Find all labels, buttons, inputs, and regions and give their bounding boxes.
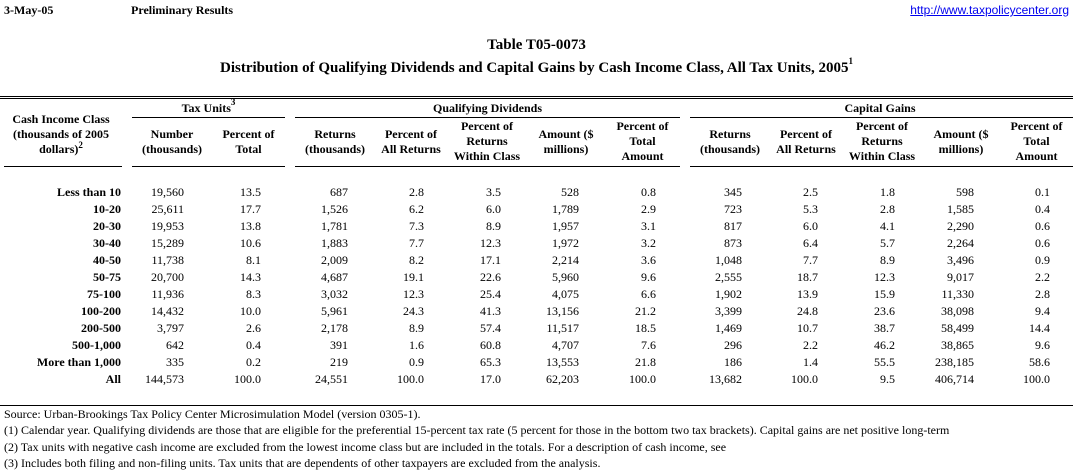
cg-pct-total-line3: Amount (1015, 149, 1058, 163)
tu-pct-line2: Total (235, 142, 262, 156)
qd-pct-within-cell: 41.3 (480, 304, 501, 318)
tu-pct-line1: Percent of (222, 127, 275, 141)
cg-returns-cell: 345 (724, 185, 742, 199)
cg-pct-within-cell: 12.3 (874, 270, 895, 284)
cg-amount-cell: 9,017 (947, 270, 974, 284)
qd-pct-all-cell: 1.6 (409, 338, 424, 352)
tu-percent-cell: 8.1 (246, 253, 261, 267)
qd-returns-cell: 687 (330, 185, 348, 199)
footnote-3: (3) Includes both filing and non-filing units. Tax units that are dependents of other taxpayers are excluded from the analysis. (4, 456, 601, 470)
cg-amount-cell: 238,185 (935, 355, 974, 369)
qd-pct-all-cell: 2.8 (409, 185, 424, 199)
cg-pct-all-cell: 10.7 (797, 321, 818, 335)
qd-pct-total-line2: Total (629, 134, 656, 148)
qd-returns-header (295, 127, 375, 157)
source-note: Source: Urban-Brookings Tax Policy Center Microsimulation Model (version 0305-1). (4, 407, 421, 421)
cg-amount-cell: 1,585 (947, 202, 974, 216)
cg-amount-line2: millions) (938, 142, 984, 156)
qd-pct-total-cell: 2.9 (641, 202, 656, 216)
table-number: Table T05-0073 (487, 37, 586, 53)
qd-pct-all-header (375, 127, 447, 157)
tu-number-cell: 335 (166, 355, 184, 369)
income-class-cell: 30-40 (93, 236, 121, 250)
cg-pct-total-cell: 9.4 (1035, 304, 1050, 318)
table-title-text: Distribution of Qualifying Dividends and Capital Gains by Cash Income Class, All Tax Units, 2005 (220, 60, 849, 76)
qd-pct-total-line3: Amount (621, 149, 664, 163)
cg-pct-within-cell: 2.8 (880, 202, 895, 216)
qd-pct-within-cell: 65.3 (480, 355, 501, 369)
cg-amount-cell: 38,865 (941, 338, 974, 352)
cg-pct-total-cell: 0.1 (1035, 185, 1050, 199)
footnote-2: (2) Tax units with negative cash income are excluded from the lowest income class but are included in the totals. For a description of cash income, see (4, 440, 727, 454)
top-rule (0, 96, 1073, 97)
qd-amount-cell: 1,957 (552, 219, 579, 233)
qd-amount-line2: millions) (543, 142, 589, 156)
tu-percent-cell: 100.0 (234, 372, 261, 386)
qd-pct-total-cell: 21.2 (635, 304, 656, 318)
tu-number-cell: 14,432 (151, 304, 184, 318)
cg-amount-cell: 2,290 (947, 219, 974, 233)
qd-pct-within-header (447, 119, 527, 164)
cg-returns-line2: (thousands) (699, 142, 761, 156)
qd-pct-within-cell: 17.1 (480, 253, 501, 267)
tu-number-cell: 19,560 (151, 185, 184, 199)
cg-pct-all-cell: 1.4 (803, 355, 818, 369)
cg-pct-within-cell: 38.7 (874, 321, 895, 335)
qd-pct-total-cell: 100.0 (629, 372, 656, 386)
cg-pct-all-cell: 2.5 (803, 185, 818, 199)
cg-returns-cell: 1,469 (715, 321, 742, 335)
qd-pct-within-line1: Percent of (460, 119, 514, 133)
cg-pct-total-cell: 2.8 (1035, 287, 1050, 301)
cg-pct-total-cell: 14.4 (1029, 321, 1050, 335)
table-row (0, 202, 1073, 219)
qd-amount-cell: 13,553 (546, 355, 579, 369)
tax-units-group (132, 97, 285, 116)
cg-pct-total-cell: 9.6 (1035, 338, 1050, 352)
qd-pct-within-cell: 3.5 (486, 185, 501, 199)
tax-units-underline (132, 117, 285, 118)
qd-amount-cell: 62,203 (546, 372, 579, 386)
qd-pct-all-cell: 6.2 (409, 202, 424, 216)
cg-pct-all-cell: 18.7 (797, 270, 818, 284)
cg-amount-cell: 3,496 (947, 253, 974, 267)
tu-percent-cell: 17.7 (240, 202, 261, 216)
tu-percent-cell: 10.6 (240, 236, 261, 250)
qd-returns-line1: Returns (314, 127, 356, 141)
table-row (0, 372, 1073, 389)
cg-pct-within-cell: 46.2 (874, 338, 895, 352)
table-row (0, 338, 1073, 355)
qd-pct-all-cell: 0.9 (409, 355, 424, 369)
tu-percent-cell: 10.0 (240, 304, 261, 318)
tu-number-cell: 3,797 (157, 321, 184, 335)
qd-pct-within-cell: 22.6 (480, 270, 501, 284)
table-row (0, 355, 1073, 372)
cg-pct-within-cell: 55.5 (874, 355, 895, 369)
tu-percent-cell: 2.6 (246, 321, 261, 335)
income-class-cell: All (105, 372, 121, 386)
table-row (0, 219, 1073, 236)
qd-pct-total-cell: 7.6 (641, 338, 656, 352)
cg-pct-total-cell: 58.6 (1029, 355, 1050, 369)
tu-number-line1: Number (150, 127, 194, 141)
tu-header-underline (132, 166, 285, 167)
tu-number-cell: 20,700 (151, 270, 184, 284)
cg-returns-cell: 817 (724, 219, 742, 233)
qd-pct-within-cell: 6.0 (486, 202, 501, 216)
cg-pct-all-cell: 6.4 (803, 236, 818, 250)
qd-pct-total-cell: 0.8 (641, 185, 656, 199)
cg-amount-cell: 406,714 (935, 372, 974, 386)
qd-returns-cell: 219 (330, 355, 348, 369)
table-row (0, 253, 1073, 270)
qd-pct-all-cell: 7.3 (409, 219, 424, 233)
cg-underline (690, 117, 1073, 118)
qd-returns-line2: (thousands) (304, 142, 366, 156)
tu-number-header (132, 127, 212, 157)
qd-pct-total-cell: 3.2 (641, 236, 656, 250)
cg-amount-header (922, 127, 1000, 157)
qd-amount-line1: Amount ($ (538, 127, 594, 141)
table-row (0, 304, 1073, 321)
cg-returns-cell: 186 (724, 355, 742, 369)
cg-pct-within-cell: 5.7 (880, 236, 895, 250)
top-rule-2 (0, 98, 1073, 99)
cg-pct-within-header (842, 119, 922, 164)
qd-returns-cell: 1,883 (321, 236, 348, 250)
qd-pct-all-cell: 100.0 (397, 372, 424, 386)
qd-pct-total-line1: Percent of (616, 119, 669, 133)
income-class-cell: 10-20 (93, 202, 121, 216)
cg-pct-within-cell: 8.9 (880, 253, 895, 267)
qd-pct-all-cell: 12.3 (403, 287, 424, 301)
tu-number-cell: 11,936 (151, 287, 184, 301)
cg-returns-cell: 13,682 (709, 372, 742, 386)
cg-pct-all-cell: 2.2 (803, 338, 818, 352)
income-class-cell: 40-50 (93, 253, 121, 267)
bottom-rule (0, 405, 1073, 406)
cg-returns-cell: 2,555 (715, 270, 742, 284)
class-footnote-ref: 2 (78, 140, 83, 150)
cg-pct-total-line1: Percent of (1010, 119, 1063, 133)
cg-returns-header (690, 127, 770, 157)
cg-pct-total-cell: 0.4 (1035, 202, 1050, 216)
tu-number-line2: (thousands) (141, 142, 203, 156)
qd-returns-cell: 3,032 (321, 287, 348, 301)
qd-pct-total-cell: 6.6 (641, 287, 656, 301)
tu-pct-header (212, 127, 285, 157)
qd-amount-cell: 5,960 (552, 270, 579, 284)
table-row (0, 321, 1073, 338)
cg-pct-all-cell: 24.8 (797, 304, 818, 318)
qd-pct-total-cell: 9.6 (641, 270, 656, 284)
qd-returns-cell: 1,526 (321, 202, 348, 216)
qd-pct-total-cell: 3.6 (641, 253, 656, 267)
class-header-line1: Cash Income Class (12, 112, 110, 126)
tu-number-cell: 11,738 (151, 253, 184, 267)
cg-amount-cell: 11,330 (941, 287, 974, 301)
cg-pct-within-cell: 1.8 (880, 185, 895, 199)
qd-pct-within-line3: Within Class (453, 149, 521, 163)
qualifying-dividends-group: Qualifying Dividends (432, 101, 543, 115)
class-header-underline (4, 166, 122, 167)
cg-amount-cell: 598 (956, 185, 974, 199)
income-class-cell: 50-75 (93, 270, 121, 284)
cg-pct-all-cell: 100.0 (791, 372, 818, 386)
qd-returns-cell: 391 (330, 338, 348, 352)
qd-amount-cell: 1,789 (552, 202, 579, 216)
qd-pct-within-cell: 17.0 (480, 372, 501, 386)
cg-pct-all-cell: 7.7 (803, 253, 818, 267)
qd-pct-within-cell: 57.4 (480, 321, 501, 335)
cg-pct-within-cell: 15.9 (874, 287, 895, 301)
tu-number-cell: 642 (166, 338, 184, 352)
cg-pct-within-line1: Percent of (855, 119, 909, 133)
cg-amount-cell: 58,499 (941, 321, 974, 335)
qd-amount-cell: 1,972 (552, 236, 579, 250)
qd-pct-all-cell: 8.9 (409, 321, 424, 335)
qd-amount-cell: 2,214 (552, 253, 579, 267)
qd-returns-cell: 1,781 (321, 219, 348, 233)
cg-amount-line1: Amount ($ (933, 127, 989, 141)
qd-pct-within-line2: Returns (466, 134, 508, 148)
qd-amount-cell: 13,156 (546, 304, 579, 318)
tu-number-cell: 25,611 (151, 202, 184, 216)
cg-amount-cell: 38,098 (941, 304, 974, 318)
tu-percent-cell: 0.2 (246, 355, 261, 369)
income-class-cell: 100-200 (81, 304, 121, 318)
cg-returns-line1: Returns (709, 127, 751, 141)
cg-returns-cell: 1,902 (715, 287, 742, 301)
table-row (0, 270, 1073, 287)
cg-pct-total-cell: 0.9 (1035, 253, 1050, 267)
income-class-cell: More than 1,000 (36, 355, 121, 369)
cg-returns-cell: 296 (724, 338, 742, 352)
table-row (0, 236, 1073, 253)
tu-percent-cell: 14.3 (240, 270, 261, 284)
qd-pct-within-cell: 8.9 (486, 219, 501, 233)
report-date: 3-May-05 (4, 3, 54, 17)
cg-pct-total-cell: 2.2 (1035, 270, 1050, 284)
qd-amount-header (527, 127, 605, 157)
title-footnote-ref: 1 (848, 56, 853, 66)
qd-pct-within-cell: 25.4 (480, 287, 501, 301)
qd-returns-cell: 2,009 (321, 253, 348, 267)
cg-pct-within-cell: 23.6 (874, 304, 895, 318)
qd-returns-cell: 24,551 (315, 372, 348, 386)
tu-percent-cell: 13.5 (240, 185, 261, 199)
qd-pct-all-line1: Percent of (384, 127, 438, 141)
cg-pct-within-cell: 4.1 (880, 219, 895, 233)
qd-pct-within-cell: 12.3 (480, 236, 501, 250)
qd-pct-total-cell: 18.5 (635, 321, 656, 335)
qd-pct-all-cell: 7.7 (409, 236, 424, 250)
class-header-line2: (thousands of 2005 (12, 127, 110, 141)
qd-amount-cell: 11,517 (546, 321, 579, 335)
qd-pct-all-cell: 19.1 (403, 270, 424, 284)
footnote-1: (1) Calendar year. Qualifying dividends are those that are eligible for the preferential 15-percent tax rate (5 percent for those in the bottom two tax brackets). Capital gains are net positive long-term (4, 423, 950, 437)
cg-returns-cell: 1,048 (715, 253, 742, 267)
qd-underline (295, 117, 680, 118)
income-class-cell: 20-30 (93, 219, 121, 233)
table-row (0, 185, 1073, 202)
qd-amount-cell: 4,707 (552, 338, 579, 352)
cg-pct-all-header (770, 127, 842, 157)
qd-pct-total-header (605, 119, 680, 164)
cg-pct-all-line2: All Returns (776, 142, 836, 156)
qd-pct-total-cell: 21.8 (635, 355, 656, 369)
table-title (0, 56, 1073, 77)
qd-pct-within-cell: 60.8 (480, 338, 501, 352)
cg-pct-all-line1: Percent of (779, 127, 833, 141)
cg-pct-total-cell: 100.0 (1023, 372, 1050, 386)
cg-pct-total-header (1000, 119, 1073, 164)
cg-pct-total-cell: 0.6 (1035, 219, 1050, 233)
capital-gains-group: Capital Gains (844, 101, 916, 115)
cg-pct-total-line2: Total (1023, 134, 1050, 148)
class-header-line3: dollars) (39, 142, 79, 156)
qd-pct-total-cell: 3.1 (641, 219, 656, 233)
cg-pct-within-line2: Returns (861, 134, 903, 148)
cg-pct-within-cell: 9.5 (880, 372, 895, 386)
qd-pct-all-line2: All Returns (381, 142, 441, 156)
tu-number-cell: 15,289 (151, 236, 184, 250)
qd-amount-cell: 528 (561, 185, 579, 199)
tu-number-cell: 144,573 (145, 372, 184, 386)
cg-returns-cell: 873 (724, 236, 742, 250)
qd-returns-cell: 4,687 (321, 270, 348, 284)
tu-percent-cell: 0.4 (246, 338, 261, 352)
table-row (0, 287, 1073, 304)
qd-returns-cell: 2,178 (321, 321, 348, 335)
tu-percent-cell: 8.3 (246, 287, 261, 301)
cg-pct-total-cell: 0.6 (1035, 236, 1050, 250)
qd-pct-all-cell: 24.3 (403, 304, 424, 318)
income-class-cell: Less than 10 (56, 185, 121, 199)
cg-pct-all-cell: 5.3 (803, 202, 818, 216)
class-header (0, 112, 122, 157)
qd-pct-all-cell: 8.2 (409, 253, 424, 267)
tu-number-cell: 19,953 (151, 219, 184, 233)
income-class-cell: 75-100 (87, 287, 121, 301)
qd-returns-cell: 5,961 (321, 304, 348, 318)
cg-pct-all-cell: 6.0 (803, 219, 818, 233)
cg-returns-cell: 723 (724, 202, 742, 216)
qd-amount-cell: 4,075 (552, 287, 579, 301)
income-class-cell: 200-500 (81, 321, 121, 335)
cg-pct-all-cell: 13.9 (797, 287, 818, 301)
status-label: Preliminary Results (131, 3, 234, 17)
qd-header-underline (295, 166, 680, 167)
tpc-link[interactable]: http://www.taxpolicycenter.org (910, 3, 1069, 17)
cg-header-underline (690, 166, 1073, 167)
cg-amount-cell: 2,264 (947, 236, 974, 250)
cg-pct-within-line3: Within Class (848, 149, 916, 163)
tax-units-label: Tax Units (181, 101, 231, 115)
tu-percent-cell: 13.8 (240, 219, 261, 233)
income-class-cell: 500-1,000 (72, 338, 121, 352)
tax-units-footnote-ref: 3 (230, 97, 236, 107)
cg-returns-cell: 3,399 (715, 304, 742, 318)
